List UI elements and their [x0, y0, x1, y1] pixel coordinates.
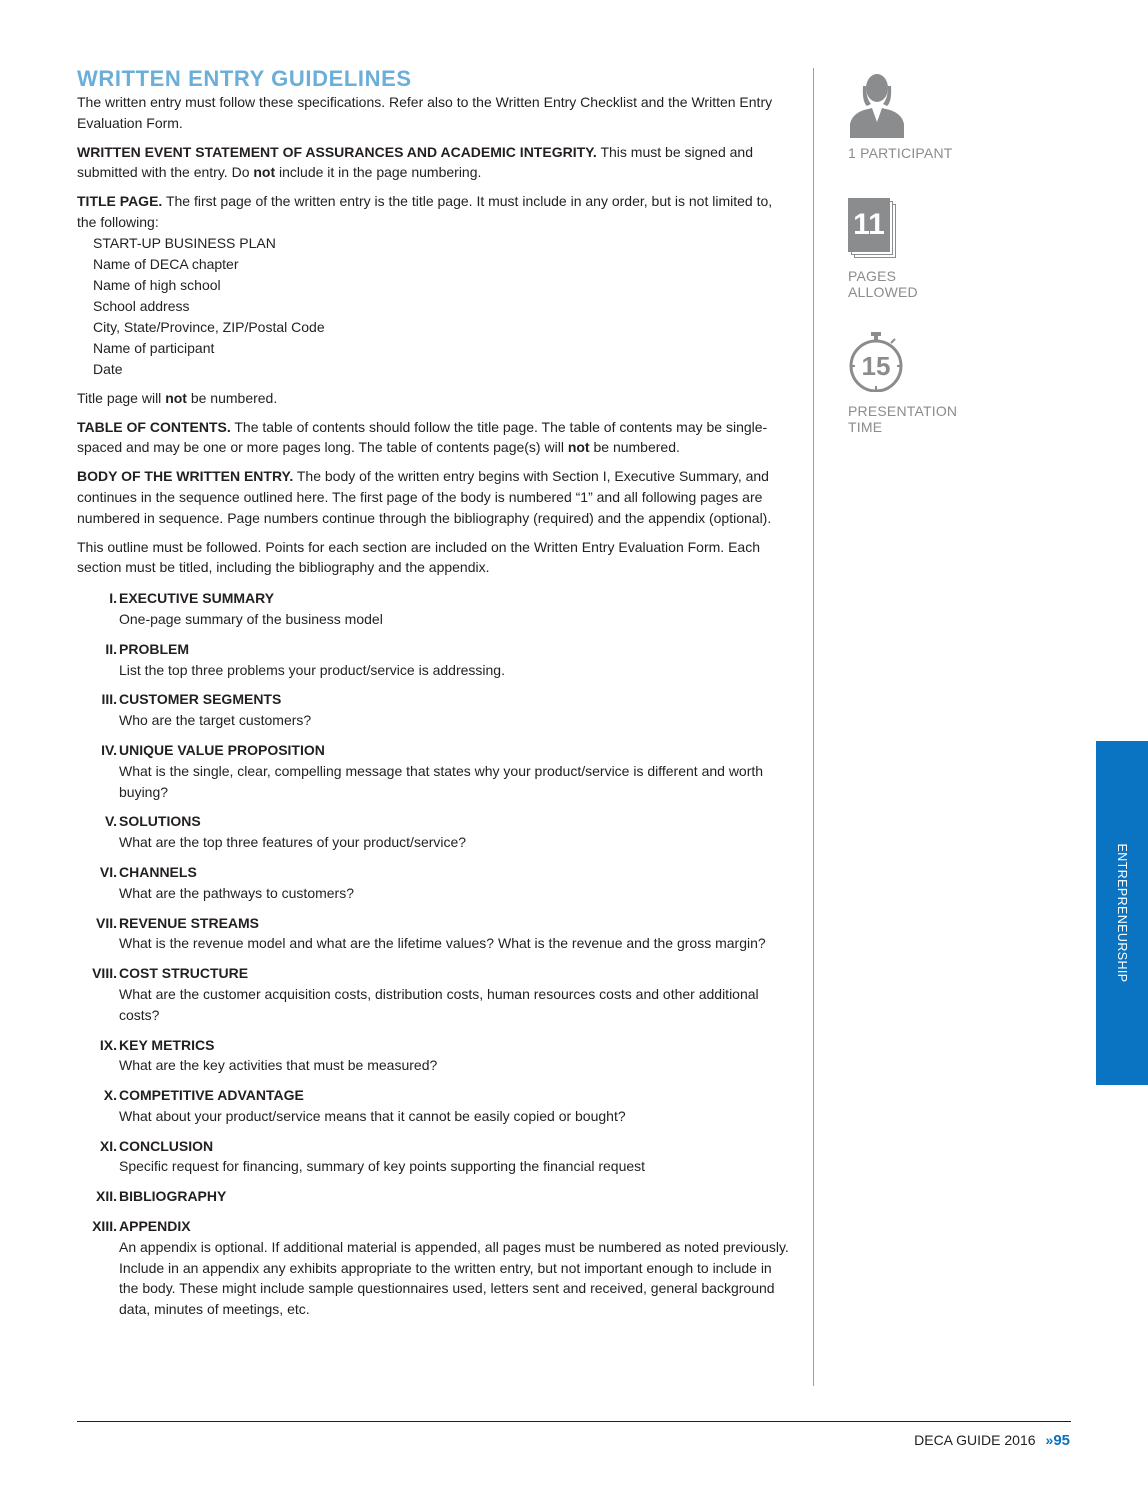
list-item: Name of high school — [93, 276, 221, 293]
toc-label: TABLE OF CONTENTS. — [77, 418, 231, 435]
outline-item — [77, 913, 789, 955]
toc-text: The table of contents should follow the title page. The table of contents may be single-spaced and may be one or more pages long. The table of contents page(s) will — [77, 418, 768, 456]
outline-item — [77, 639, 789, 681]
time-number: 15 — [861, 351, 891, 381]
outline-list — [77, 588, 789, 1320]
outline-number: XII. — [95, 1188, 117, 1205]
body-text: The body of the written entry begins with Section I, Executive Summary, and continues in the sequence outlined here. The first page of the body is numbered “1” and all following pages are numbered in sequence. Page numbers continue through the bibliography (required) and the appendix (optional). — [77, 468, 772, 526]
outline-number: V. — [105, 813, 117, 830]
body-paragraph — [77, 466, 789, 528]
assurances-emphasis: not — [253, 164, 276, 181]
list-item: City, State/Province, ZIP/Postal Code — [93, 318, 325, 335]
pages-label-line2: ALLOWED — [848, 284, 918, 300]
outline-description: Who are the target customers? — [119, 712, 312, 729]
outline-description: What about your product/service means that it cannot be easily copied or bought? — [119, 1107, 626, 1124]
outline-item — [77, 1035, 789, 1077]
title-page-paragraph — [77, 191, 789, 233]
pages-allowed-label — [848, 268, 998, 300]
outline-description: What is the single, clear, compelling message that states why your product/service is different and worth buying? — [119, 762, 764, 800]
outline-heading: CUSTOMER SEGMENTS — [119, 691, 282, 708]
outline-heading: REVENUE STREAMS — [119, 914, 260, 931]
outline-heading: APPENDIX — [119, 1218, 191, 1235]
page-title: WRITTEN ENTRY GUIDELINES — [77, 66, 412, 91]
outline-description: What is the revenue model and what are the lifetime values? What is the revenue and the gross margin? — [119, 935, 766, 952]
outline-item — [77, 1085, 789, 1127]
participants-label: 1 PARTICIPANT — [848, 145, 953, 161]
outline-number: II. — [105, 640, 117, 657]
outline-item — [77, 588, 789, 630]
pages-number: 11 — [848, 198, 890, 252]
outline-number: IV. — [101, 741, 117, 758]
outline-heading: CONCLUSION — [119, 1137, 214, 1154]
person-icon — [848, 68, 906, 138]
outline-item — [77, 963, 789, 1025]
list-item: Name of DECA chapter — [93, 255, 239, 272]
title-page-items — [77, 233, 789, 380]
note-text-end: be numbered. — [186, 389, 278, 406]
footer-rule — [77, 1421, 1071, 1422]
assurances-label: WRITTEN EVENT STATEMENT OF ASSURANCES AND ACADEMIC INTEGRITY. — [77, 143, 597, 160]
title-page-text: The first page of the written entry is the title page. It must include in any order, but is not limited to, the following: — [77, 193, 773, 230]
outline-heading: UNIQUE VALUE PROPOSITION — [119, 741, 325, 758]
outline-description: What are the top three features of your product/service? — [119, 834, 467, 851]
outline-heading: SOLUTIONS — [119, 813, 201, 830]
note-emphasis: not — [165, 389, 187, 406]
time-label-line2: TIME — [848, 419, 883, 435]
outline-item — [77, 689, 789, 731]
pages-label-line1: PAGES — [848, 268, 897, 284]
outline-description: One-page summary of the business model — [119, 610, 383, 627]
outline-number: VII. — [95, 914, 117, 931]
body-label: BODY OF THE WRITTEN ENTRY. — [77, 468, 294, 485]
outline-heading: BIBLIOGRAPHY — [119, 1188, 227, 1205]
time-label-line1: PRESENTATION — [848, 403, 958, 419]
outline-item — [77, 740, 789, 802]
outline-number: IX. — [99, 1036, 117, 1053]
assurances-paragraph — [77, 142, 789, 184]
main-content — [77, 66, 789, 1329]
outline-number: VIII. — [92, 965, 117, 982]
outline-description: What are the key activities that must be measured? — [119, 1057, 438, 1074]
column-divider — [813, 68, 814, 1386]
section-tab-label: ENTREPRENEURSHIP — [1115, 843, 1129, 983]
outline-item — [77, 862, 789, 904]
intro-paragraph: The written entry must follow these specifications. Refer also to the Written Entry Checklist and the Written Entry Evaluation Form. — [77, 94, 773, 131]
assurances-text-end: include it in the page numbering. — [275, 164, 482, 181]
footer — [914, 1432, 1070, 1449]
outline-heading: COMPETITIVE ADVANTAGE — [119, 1087, 304, 1104]
pages-icon — [848, 198, 898, 258]
outline-number: XIII. — [92, 1218, 117, 1235]
outline-description: Specific request for financing, summary of key points supporting the financial request — [119, 1158, 646, 1175]
outline-heading: PROBLEM — [119, 640, 189, 657]
outline-number: XI. — [99, 1137, 117, 1154]
title-page-note — [77, 388, 789, 409]
outline-heading: KEY METRICS — [119, 1036, 215, 1053]
outline-item — [77, 1136, 789, 1178]
outline-description: What are the customer acquisition costs, distribution costs, human resources costs and other additional costs? — [119, 985, 759, 1023]
outline-description: An appendix is optional. If additional material is appended, all pages must be numbered as noted previously. Include in an appendix any exhibits appropriate to the written entry, but not important enough to include in the body. These might include sample questionnaires used, letters sent and received, general background data, minutes of meetings, etc. — [119, 1238, 789, 1318]
outline-intro: This outline must be followed. Points for each section are included on the Written Entry Evaluation Form. Each section must be titled, including the bibliography and the appendix. — [77, 538, 760, 576]
outline-description: What are the pathways to customers? — [119, 884, 354, 901]
outline-heading: COST STRUCTURE — [119, 965, 249, 982]
outline-heading: EXECUTIVE SUMMARY — [119, 590, 275, 607]
outline-item — [77, 1186, 789, 1207]
section-tab — [1096, 741, 1148, 1085]
toc-text-end: be numbered. — [589, 439, 680, 456]
toc-paragraph — [77, 417, 789, 459]
toc-emphasis: not — [567, 439, 590, 456]
double-chevron-icon: » — [1045, 1432, 1054, 1448]
list-item: Name of participant — [93, 339, 215, 356]
title-page-label: TITLE PAGE. — [77, 193, 163, 210]
list-item: School address — [93, 297, 190, 314]
outline-item — [77, 1216, 789, 1320]
list-item: Date — [93, 360, 123, 377]
outline-description: List the top three problems your product/service is addressing. — [119, 661, 505, 678]
footer-guide: DECA GUIDE 2016 — [914, 1432, 1036, 1448]
outline-heading: CHANNELS — [119, 863, 197, 880]
assurances-text: This must be signed and submitted with the entry. Do — [77, 143, 753, 181]
stopwatch-icon — [846, 330, 906, 392]
presentation-time-label — [848, 403, 998, 435]
outline-number: X. — [103, 1087, 117, 1104]
note-text: Title page will — [77, 389, 166, 406]
outline-number: I. — [109, 590, 117, 607]
outline-number: VI. — [99, 863, 117, 880]
outline-item — [77, 811, 789, 853]
outline-number: III. — [101, 691, 117, 708]
list-item: START-UP BUSINESS PLAN — [93, 234, 276, 251]
page-number: 95 — [1053, 1432, 1070, 1449]
